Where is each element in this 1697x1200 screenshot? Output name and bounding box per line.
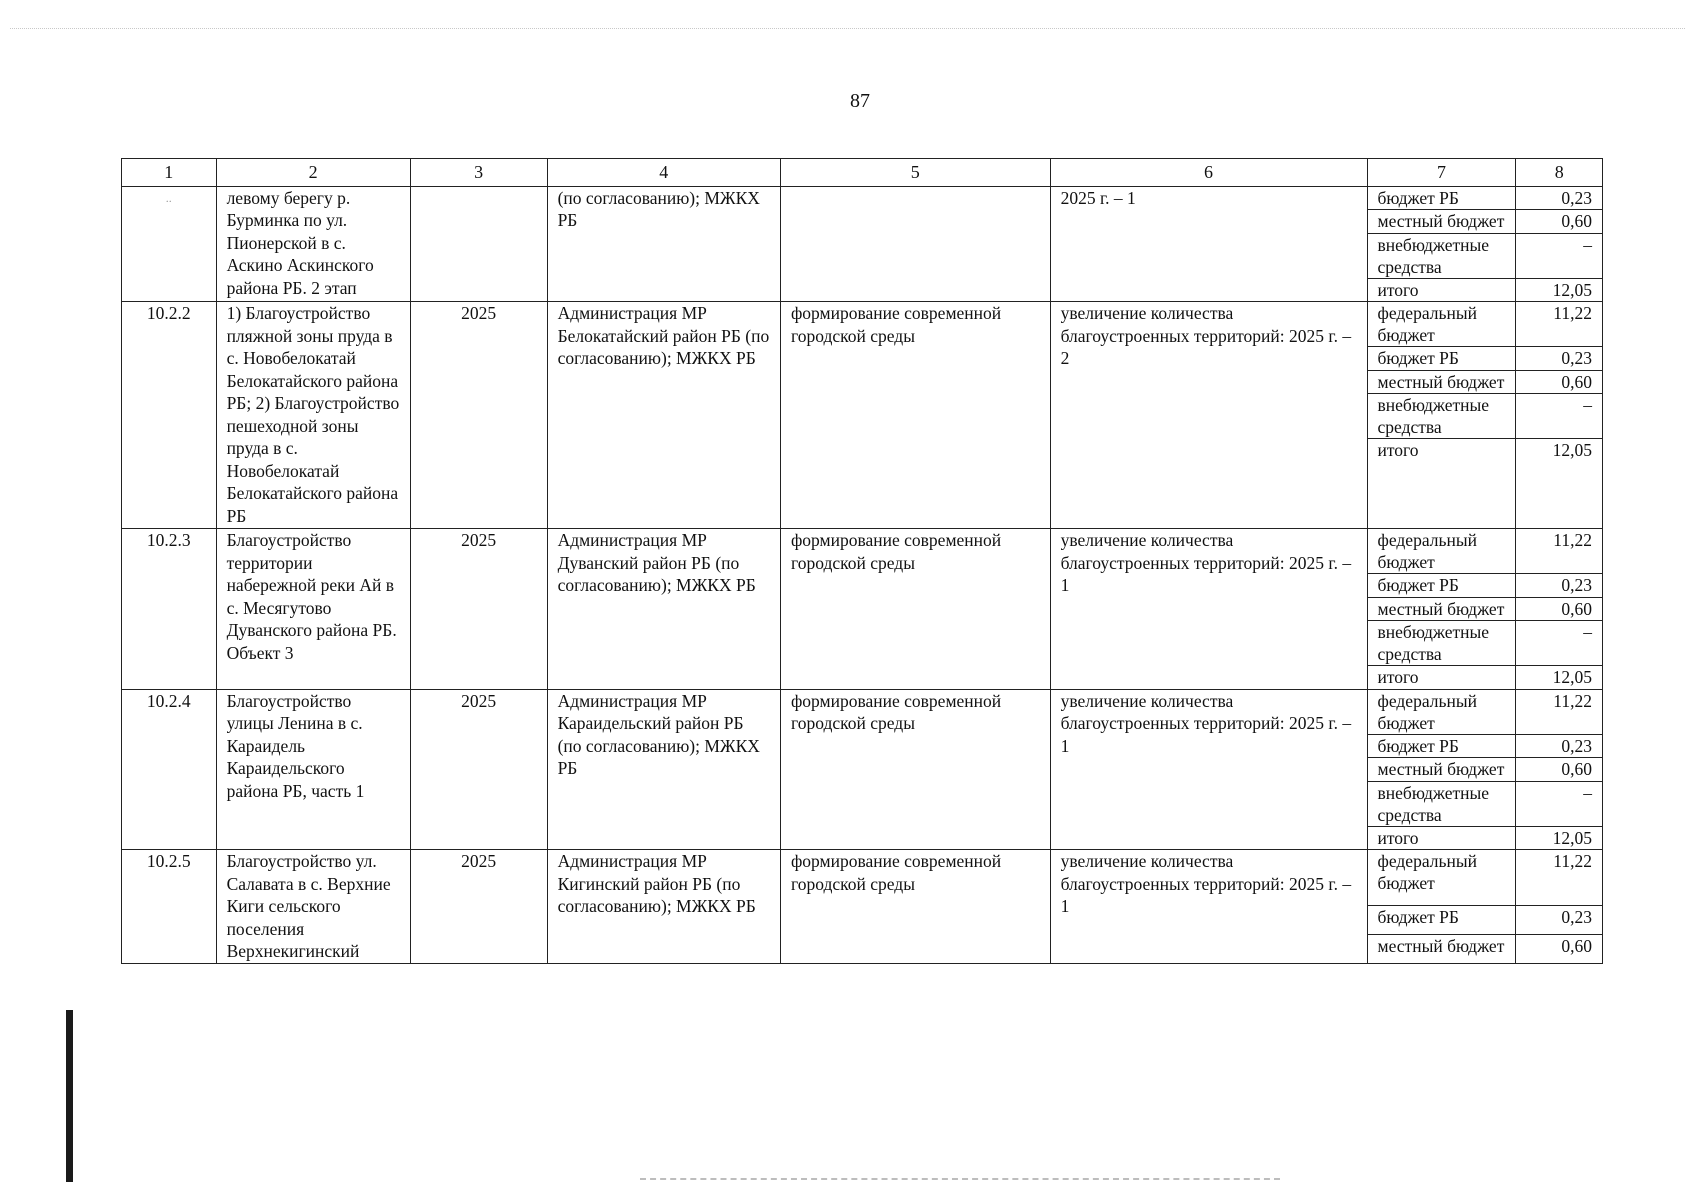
funding-source: местный бюджет bbox=[1367, 210, 1516, 234]
funding-amount: 0,23 bbox=[1516, 905, 1603, 934]
funding-source: местный бюджет bbox=[1367, 758, 1516, 782]
funding-source: итого bbox=[1367, 278, 1516, 302]
row-year: 2025 bbox=[410, 302, 547, 529]
table-row bbox=[122, 302, 1603, 347]
column-number: 2 bbox=[216, 159, 410, 187]
row-name: 1) Благоустройство пляжной зоны пруда в с. Новобелокатай Белокатайского района РБ; 2) Благоустройство пешеходной зоны пруда в с. Новобелокатай Белокатайского района РБ bbox=[216, 302, 410, 529]
funding-amount: 0,60 bbox=[1516, 934, 1603, 963]
program-table bbox=[121, 158, 1603, 964]
funding-amount: – bbox=[1516, 621, 1603, 666]
scan-binding-mark bbox=[66, 1010, 73, 1182]
funding-source: внебюджетные средства bbox=[1367, 394, 1516, 439]
funding-source: федеральный бюджет bbox=[1367, 689, 1516, 734]
row-executor: Администрация МР Дуванский район РБ (по согласованию); МЖКХ РБ bbox=[547, 529, 780, 690]
table-row bbox=[122, 529, 1603, 574]
scan-edge-line bbox=[10, 28, 1685, 30]
funding-amount: 0,60 bbox=[1516, 370, 1603, 394]
row-code: 10.2.5 bbox=[122, 850, 217, 964]
funding-amount: 11,22 bbox=[1516, 529, 1603, 574]
funding-amount: 0,60 bbox=[1516, 597, 1603, 621]
funding-amount: 12,05 bbox=[1516, 666, 1603, 690]
funding-source: итого bbox=[1367, 439, 1516, 529]
row-name: Благоустройство улицы Ленина в с. Караидель Караидельского района РБ, часть 1 bbox=[216, 689, 410, 850]
column-number: 1 bbox=[122, 159, 217, 187]
row-executor: Администрация МР Белокатайский район РБ (по согласованию); МЖКХ РБ bbox=[547, 302, 780, 529]
row-name: левому берегу р. Бурминка по ул. Пионерской в с. Аскино Аскинского района РБ. 2 этап bbox=[216, 186, 410, 302]
row-executor: Администрация МР Караидельский район РБ (по согласованию); МЖКХ РБ bbox=[547, 689, 780, 850]
funding-amount: – bbox=[1516, 781, 1603, 826]
row-goal: формирование современной городской среды bbox=[780, 529, 1050, 690]
funding-amount: 0,23 bbox=[1516, 186, 1603, 210]
funding-amount: 0,23 bbox=[1516, 347, 1603, 371]
row-indicator: увеличение количества благоустроенных территорий: 2025 г. – 1 bbox=[1050, 850, 1367, 964]
funding-source: бюджет РБ bbox=[1367, 347, 1516, 371]
funding-amount: 11,22 bbox=[1516, 302, 1603, 347]
funding-amount: 11,22 bbox=[1516, 689, 1603, 734]
funding-amount: 12,05 bbox=[1516, 439, 1603, 529]
column-number: 3 bbox=[410, 159, 547, 187]
funding-amount: 11,22 bbox=[1516, 850, 1603, 906]
column-number: 6 bbox=[1050, 159, 1367, 187]
funding-amount: 0,23 bbox=[1516, 574, 1603, 598]
row-indicator: 2025 г. – 1 bbox=[1050, 186, 1367, 302]
row-executor: Администрация МР Кигинский район РБ (по согласованию); МЖКХ РБ bbox=[547, 850, 780, 964]
funding-source: бюджет РБ bbox=[1367, 734, 1516, 758]
scan-bottom-marks bbox=[640, 1178, 1280, 1182]
row-year: 2025 bbox=[410, 529, 547, 690]
row-code: .. bbox=[122, 186, 217, 302]
funding-source: федеральный бюджет bbox=[1367, 850, 1516, 906]
funding-source: итого bbox=[1367, 826, 1516, 850]
funding-source: местный бюджет bbox=[1367, 934, 1516, 963]
funding-amount: 0,23 bbox=[1516, 734, 1603, 758]
funding-source: федеральный бюджет bbox=[1367, 529, 1516, 574]
column-number: 4 bbox=[547, 159, 780, 187]
funding-source: бюджет РБ bbox=[1367, 186, 1516, 210]
funding-source: внебюджетные средства bbox=[1367, 233, 1516, 278]
column-number-row bbox=[122, 159, 1603, 187]
funding-amount: 0,60 bbox=[1516, 210, 1603, 234]
row-year: 2025 bbox=[410, 689, 547, 850]
row-code: 10.2.2 bbox=[122, 302, 217, 529]
row-code: 10.2.3 bbox=[122, 529, 217, 690]
funding-source: внебюджетные средства bbox=[1367, 781, 1516, 826]
table-row bbox=[122, 186, 1603, 210]
funding-amount: – bbox=[1516, 394, 1603, 439]
funding-source: местный бюджет bbox=[1367, 597, 1516, 621]
row-goal: формирование современной городской среды bbox=[780, 689, 1050, 850]
row-year: 2025 bbox=[410, 850, 547, 964]
row-name: Благоустройство ул. Салавата в с. Верхние Киги сельского поселения Верхнекигинский bbox=[216, 850, 410, 964]
column-number: 7 bbox=[1367, 159, 1516, 187]
row-executor: (по согласованию); МЖКХ РБ bbox=[547, 186, 780, 302]
row-name: Благоустройство территории набережной реки Ай в с. Месягутово Дуванского района РБ. Объект 3 bbox=[216, 529, 410, 690]
row-goal bbox=[780, 186, 1050, 302]
row-year bbox=[410, 186, 547, 302]
funding-amount: – bbox=[1516, 233, 1603, 278]
funding-source: итого bbox=[1367, 666, 1516, 690]
funding-source: бюджет РБ bbox=[1367, 905, 1516, 934]
row-goal: формирование современной городской среды bbox=[780, 302, 1050, 529]
row-indicator: увеличение количества благоустроенных территорий: 2025 г. – 1 bbox=[1050, 689, 1367, 850]
row-code: 10.2.4 bbox=[122, 689, 217, 850]
funding-amount: 12,05 bbox=[1516, 826, 1603, 850]
row-goal: формирование современной городской среды bbox=[780, 850, 1050, 964]
funding-amount: 0,60 bbox=[1516, 758, 1603, 782]
page-number: 87 bbox=[850, 90, 870, 112]
column-number: 8 bbox=[1516, 159, 1603, 187]
funding-source: бюджет РБ bbox=[1367, 574, 1516, 598]
row-indicator: увеличение количества благоустроенных территорий: 2025 г. – 1 bbox=[1050, 529, 1367, 690]
table-row bbox=[122, 850, 1603, 906]
funding-source: внебюджетные средства bbox=[1367, 621, 1516, 666]
column-number: 5 bbox=[780, 159, 1050, 187]
funding-source: местный бюджет bbox=[1367, 370, 1516, 394]
funding-source: федеральный бюджет bbox=[1367, 302, 1516, 347]
row-indicator: увеличение количества благоустроенных территорий: 2025 г. – 2 bbox=[1050, 302, 1367, 529]
table-row bbox=[122, 689, 1603, 734]
funding-amount: 12,05 bbox=[1516, 278, 1603, 302]
